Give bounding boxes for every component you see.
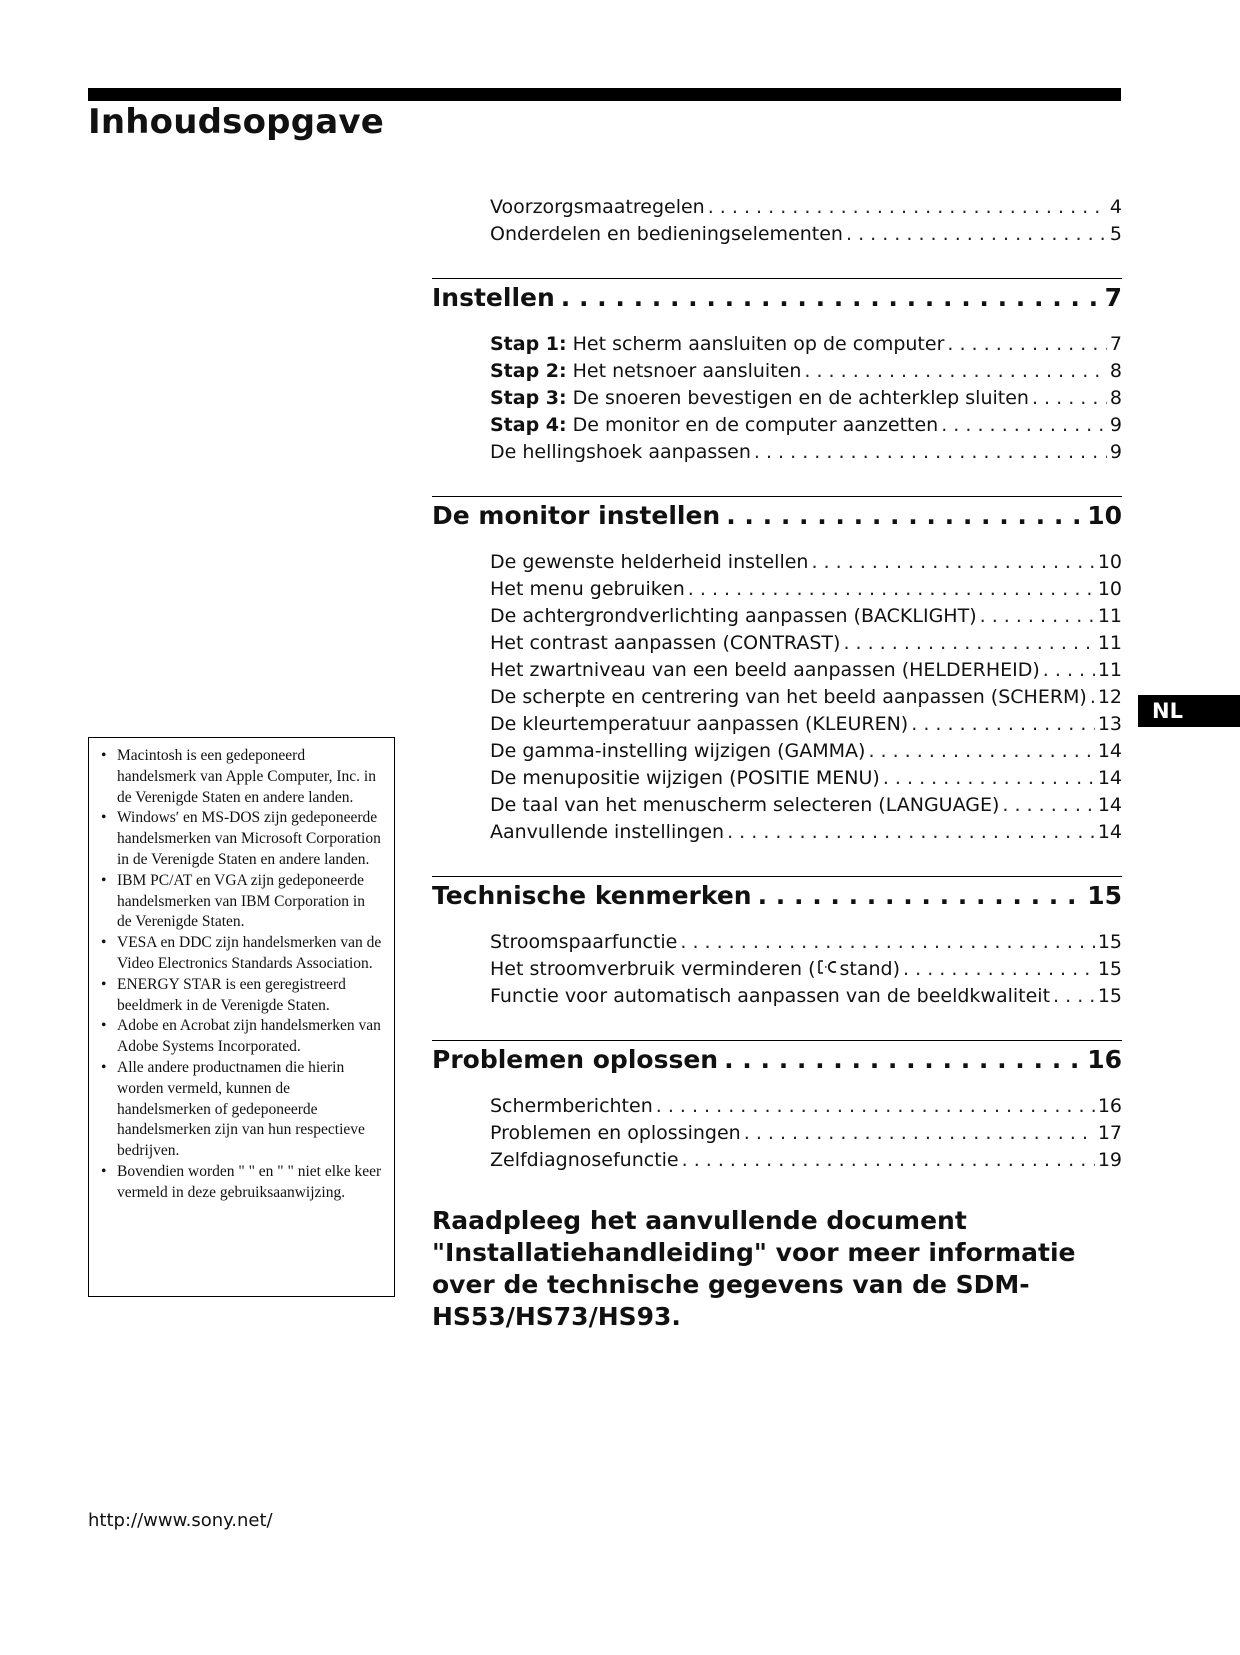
toc-entry[interactable] [490,223,1122,250]
section-title: Instellen [432,283,555,312]
toc-entry[interactable] [490,333,1122,360]
toc-section-heading[interactable] [432,501,1122,539]
leader-dots [1053,985,1095,1007]
trademark-text: Windowsʹ en MS-DOS zijn gedeponeerde handelsmerken van Microsoft Corporation in de Verenigde Staten en andere landen. [117,809,381,868]
power-saving-icon [817,959,839,975]
toc-entry-page: 5 [1109,223,1122,245]
toc-entry-page: 13 [1097,713,1122,735]
toc-entry-title: Schermberichten [490,1095,653,1117]
page-title: Inhoudsopgave [88,102,384,142]
trademark-text: IBM PC/AT en VGA zijn gedeponeerde handelsmerken van IBM Corporation in de Verenigde Staten. [117,871,365,931]
leader-dots [947,333,1107,355]
trademark-list [99,746,382,1204]
top-rule [88,88,1121,101]
bullet: • [101,1162,107,1180]
trademark-text: Alle andere productnamen die hierin worden vermeld, kunnen de handelsmerken of gedeponeerde handelsmerken zijn van hun respectieve bedrijven. [117,1058,365,1160]
trademark-text: Macintosh is een gedeponeerd handelsmerk van Apple Computer, Inc. in de Verenigde Staten en andere landen. [117,747,376,806]
trademark-item [99,1016,382,1058]
toc-entry[interactable] [490,551,1122,578]
toc-entry-page: 19 [1097,1149,1122,1171]
toc-section-list [432,931,1122,1012]
trademark-item [99,1058,382,1162]
leader-dots [903,958,1095,980]
leader-dots [980,605,1095,627]
toc-entry[interactable] [490,1149,1122,1176]
toc-intro-list [432,196,1122,250]
leader-dots [758,881,1082,910]
bullet: • [101,871,107,889]
toc-entry[interactable] [490,196,1122,223]
trademark-text: Bovendien worden " " en " " niet elke keer vermeld in deze gebruiksaanwijzing. [117,1162,382,1201]
leader-dots [811,551,1094,573]
toc-entry-page: 15 [1097,985,1122,1007]
trademark-item [99,746,382,808]
toc-entry-title: Het contrast aanpassen (CONTRAST) [490,632,841,654]
toc-entry-page: 17 [1097,1122,1122,1144]
toc-entry-page: 10 [1097,551,1122,573]
table-of-contents [432,196,1122,1176]
bullet: • [101,975,107,993]
bullet: • [101,1058,107,1076]
footer-url-link[interactable]: http://www.sony.net/ [88,1510,273,1531]
trademark-box [88,737,395,1297]
toc-entry-title: Zelfdiagnosefunctie [490,1149,679,1171]
toc-entry-title: De menupositie wijzigen (POSITIE MENU) [490,767,880,789]
trademark-text: VESA en DDC zijn handelsmerken van de Video Electronics Standards Association. [117,934,382,972]
toc-entry[interactable] [490,740,1122,767]
toc-section-monitor [432,496,1122,848]
section-page: 10 [1087,501,1122,530]
trademark-item [99,933,382,975]
toc-entry[interactable] [490,632,1122,659]
leader-dots [1002,794,1094,816]
section-title: Problemen oplossen [432,1045,719,1074]
toc-section-heading[interactable] [432,1045,1122,1083]
toc-entry-page: 12 [1097,686,1122,708]
toc-entry-page: 11 [1097,632,1122,654]
toc-section-instellen [432,278,1122,468]
toc-entry-title: De scherpte en centrering van het beeld aanpassen (SCHERM) [490,686,1087,708]
toc-entry-page: 16 [1097,1095,1122,1117]
leader-dots [708,196,1107,218]
toc-entry[interactable] [490,686,1122,713]
bullet: • [101,747,107,764]
toc-entry-page: 15 [1097,931,1122,953]
section-page: 7 [1104,283,1122,312]
leader-dots [656,1095,1095,1117]
toc-entry-page: 11 [1097,605,1122,627]
leader-dots [941,414,1107,436]
toc-entry-page: 11 [1097,659,1122,681]
toc-entry-title: Het scherm aansluiten op de computer [572,333,945,355]
trademark-text: Adobe en Acrobat zijn handelsmerken van Adobe Systems Incorporated. [117,1017,381,1056]
leader-dots [1043,659,1095,681]
toc-entry-title: De hellingshoek aanpassen [490,441,751,463]
bullet: • [101,1017,107,1035]
leader-dots [846,223,1107,245]
leader-dots [754,441,1107,463]
toc-entry-title: De snoeren bevestigen en de achterklep sluiten [572,387,1029,409]
toc-entry-title: Het netsnoer aansluiten [572,360,802,382]
reference-note: Raadpleeg het aanvullende document "Installatiehandleiding" voor meer informatie over de technische gegevens van de SDM-HS53/HS73/HS93. [432,1206,1076,1331]
toc-entry[interactable] [490,794,1122,821]
trademark-item [99,1162,382,1204]
leader-dots [1032,387,1107,409]
toc-entry-title-suffix: stand) [839,958,901,980]
toc-entry-page: 10 [1097,578,1122,600]
toc-section-heading[interactable] [432,283,1122,321]
section-page: 15 [1087,881,1122,910]
toc-section-problemen [432,1040,1122,1176]
trademark-item [99,871,382,933]
toc-entry-title: Problemen en oplossingen [490,1122,741,1144]
toc-entry[interactable] [490,414,1122,441]
leader-dots [911,713,1095,735]
toc-entry-title: Het menu gebruiken [490,578,685,600]
toc-entry-title: Stroomspaarfunctie [490,931,678,953]
toc-section-technisch [432,876,1122,1012]
toc-section-heading[interactable] [432,881,1122,919]
toc-entry-page: 14 [1097,794,1122,816]
leader-dots [724,1045,1081,1074]
leader-dots [680,931,1094,953]
toc-entry[interactable] [490,821,1122,848]
toc-entry-page: 14 [1097,767,1122,789]
section-page: 16 [1087,1045,1122,1074]
toc-entry-page: 8 [1109,360,1122,382]
leader-dots [1090,686,1095,708]
leader-dots [727,821,1095,843]
toc-entry[interactable] [490,659,1122,686]
toc-entry-title: Aanvullende instellingen [490,821,725,843]
toc-entry-title: De gewenste helderheid instellen [490,551,809,573]
toc-entry-page: 8 [1109,387,1122,409]
toc-entry[interactable] [490,387,1122,414]
toc-entry-title: De kleurtemperatuur aanpassen (KLEUREN) [490,713,909,735]
toc-entry-title: De taal van het menuscherm selecteren (LANGUAGE) [490,794,1000,816]
toc-entry-title: Het stroomverbruik verminderen ( [490,958,816,980]
step-label: Stap 3: [490,387,567,409]
toc-entry[interactable] [490,605,1122,632]
toc-entry[interactable] [490,713,1122,740]
toc-entry-page: 9 [1109,414,1122,436]
toc-entry-title: Voorzorgsmaatregelen [490,196,705,218]
toc-entry-title: Functie voor automatisch aanpassen van de beeldkwaliteit [490,985,1051,1007]
toc-entry[interactable] [490,441,1122,468]
section-title: Technische kenmerken [432,881,752,910]
toc-entry-page: 14 [1097,740,1122,762]
toc-section-list [432,551,1122,848]
toc-entry[interactable] [490,578,1122,605]
toc-entry-page: 7 [1109,333,1122,355]
toc-entry-title: De gamma-instelling wijzigen (GAMMA) [490,740,866,762]
toc-entry[interactable] [490,931,1122,958]
step-label: Stap 4: [490,414,567,436]
bullet: • [101,934,107,952]
trademark-text: ENERGY STAR is een geregistreerd beeldmerk in de Verenigde Staten. [117,975,346,1014]
step-label: Stap 1: [490,333,567,355]
toc-section-list [432,333,1122,468]
leader-dots [682,1149,1095,1171]
toc-entry[interactable] [490,1122,1122,1149]
leader-dots [843,632,1094,654]
toc-entry-page: 15 [1097,958,1122,980]
section-title: De monitor instellen [432,501,721,530]
toc-entry[interactable] [490,767,1122,794]
leader-dots [688,578,1095,600]
toc-entry[interactable] [490,985,1122,1012]
toc-entry[interactable] [490,958,1122,985]
trademark-item [99,808,382,870]
leader-dots [726,501,1081,530]
toc-entry-page: 4 [1109,196,1122,218]
toc-entry[interactable] [490,360,1122,387]
leader-dots [883,767,1095,789]
leader-dots [804,360,1107,382]
toc-entry-page: 14 [1097,821,1122,843]
leader-dots [561,283,1099,312]
toc-entry-title: Het zwartniveau van een beeld aanpassen (HELDERHEID) [490,659,1040,681]
toc-entry-page: 9 [1109,441,1122,463]
bullet: • [101,809,107,827]
toc-entry[interactable] [490,1095,1122,1122]
step-label: Stap 2: [490,360,567,382]
trademark-item [99,975,382,1017]
toc-entry-title: De monitor en de computer aanzetten [572,414,939,436]
toc-section-list [432,1095,1122,1176]
toc-entry-title: Onderdelen en bedieningselementen [490,223,843,245]
leader-dots [868,740,1094,762]
leader-dots [744,1122,1095,1144]
language-tab-nl: NL [1138,695,1240,727]
toc-entry-title: De achtergrondverlichting aanpassen (BACKLIGHT) [490,605,977,627]
